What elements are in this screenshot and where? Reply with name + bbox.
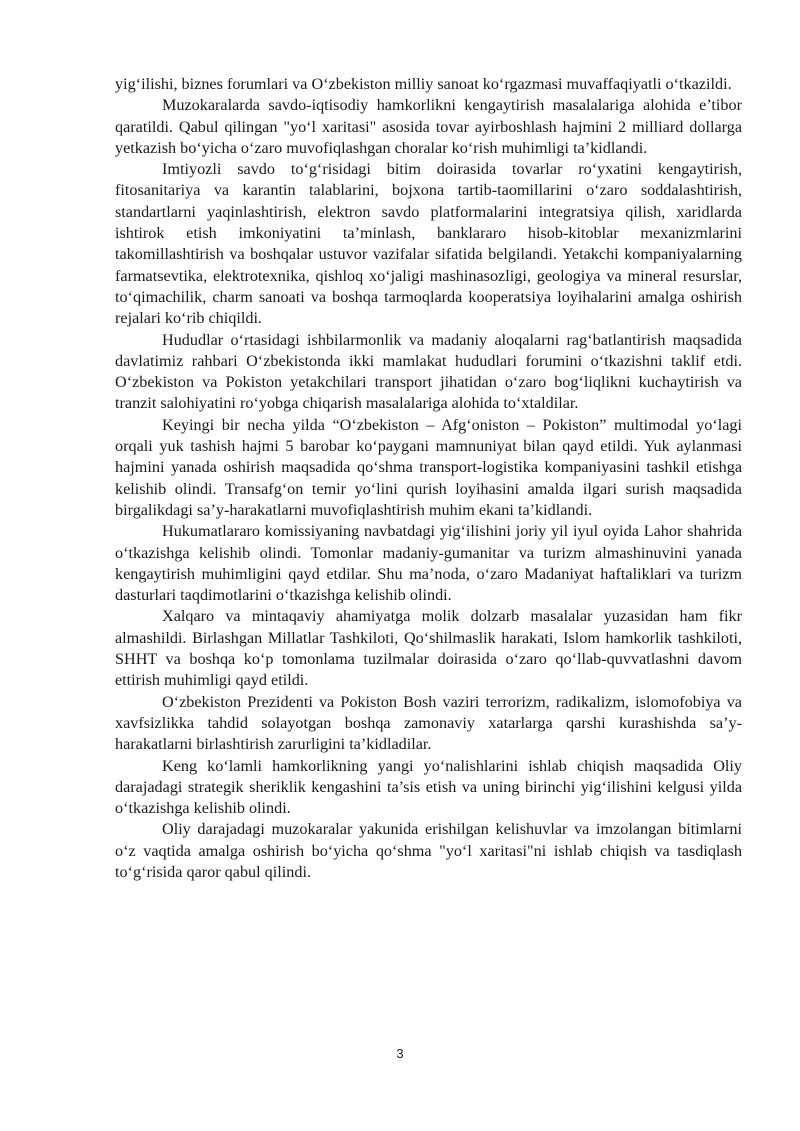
paragraph-international-issues: Xalqaro va mintaqaviy ahamiyatga molik dolzarb masalalar yuzasidan ham fikr almashildi. Birlashgan Millatlar Tashkiloti, Qo‘shilmaslik harakati, Islom hamkorlik tashkiloti, SHHT va boshqa ko‘p tomonlama tuzilmalar doirasida o‘zaro qo‘llab-quvvatlashni davom ettirish muhimligi qayd etildi. xyxy=(115,607,742,690)
paragraph-regional-ties: Hududlar o‘rtasidagi ishbilarmonlik va madaniy aloqalarni rag‘batlantirish maqsadida davlatimiz rahbari O‘zbekistonda ikki mamlakat hududlari forumini o‘tkazishni taklif etdi. O‘zbekiston va Pokiston yetakchilari transport jihatidan o‘zaro bog‘liqlikni kuchaytirish va tranzit salohiyatini ro‘yobga chiqarish masalalariga alohida to‘xtaldilar. xyxy=(115,330,742,413)
paragraph-road-map-decision: Oliy darajadagi muzokaralar yakunida erishilgan kelishuvlar va imzolangan bitimlarni o‘z vaqtida amalga oshirish bo‘yicha qo‘shma "yo‘l xaritasi"ni ishlab chiqish va tasdiqlash to‘g‘risida qaror qabul qilindi. xyxy=(115,820,742,881)
paragraph-security: O‘zbekiston Prezidenti va Pokiston Bosh vaziri terrorizm, radikalizm, islomofobiya va xavfsizlikka tahdid solayotgan boshqa zamonaviy xatarlarga qarshi kurashishda sa’y-harakatlarni birlashtirish zarurligini ta’kidladilar. xyxy=(115,692,742,754)
paragraph-trade-cooperation: Muzokaralarda savdo-iqtisodiy hamkorlikni kengaytirish masalalariga alohida e’tibor qaratildi. Qabul qilingan "yo‘l xaritasi" asosida tovar ayirboshlash hajmini 2 milliard dollarga yetkazish bo‘yicha o‘zaro muvofiqlashgan choralar ko‘rish muhimligi ta’kidlandi. xyxy=(115,96,742,157)
paragraph-continuation: yig‘ilishi, biznes forumlari va O‘zbekiston milliy sanoat ko‘rgazmasi muvaffaqiyatli o‘tkazildi. xyxy=(115,75,732,93)
paragraph-preferential-trade: Imtiyozli savdo to‘g‘risidagi bitim doirasida tovarlar ro‘yxatini kengaytirish, fitosanitariya va karantin talablarini, bojxona tartib-taomillarini o‘zaro soddalashtirish, standartlarni yaqinlashtirish, elektron savdo platformalarini integratsiya qilish, xaridlarda ishtirok etish imkoniyatini ta’minlash, banklararo hisob-kitoblar mexanizmlarini takomillashtirish va boshqalar ustuvor vazifalar sifatida belgilandi. Yetakchi kompaniyalarning farmatsevtika, elektrotexnika, qishloq xo‘jaligi mashinasozligi, geologiya va mineral resurslar, to‘qimachilik, charm sanoati va boshqa tarmoqlarda kooperatsiya loyihalarini amalga oshirish rejalari ko‘rib chiqildi. xyxy=(115,160,742,328)
document-body xyxy=(115,74,742,883)
paragraph-multimodal-corridor: Keyingi bir necha yilda “O‘zbekiston – Afg‘oniston – Pokiston” multimodal yo‘lagi orqali yuk tashish hajmi 5 barobar ko‘paygani mamnuniyat bilan qayd etildi. Yuk aylanmasi hajmini yanada oshirish maqsadida qo‘shma transport-logistika kompaniyasini tashkil etishga kelishib olindi. Transafg‘on temir yo‘lini qurish loyihasini amalda ilgari surish maqsadida birgalikdagi sa’y-harakatlarni muvofiqlashtirish muhim ekani ta’kidlandi. xyxy=(115,415,742,519)
paragraph-intergovernmental-commission: Hukumatlararo komissiyaning navbatdagi yig‘ilishini joriy yil iyul oyida Lahor shahrida o‘tkazishga kelishib olindi. Tomonlar madaniy-gumanitar va turizm almashinuvini yanada kengaytirish muhimligini qayd etdilar. Shu ma’noda, o‘zaro Madaniyat haftaliklari va turizm dasturlari taqdimotlarini o‘tkazishga kelishib olindi. xyxy=(115,522,742,605)
paragraph-strategic-council: Keng ko‘lamli hamkorlikning yangi yo‘nalishlarini ishlab chiqish maqsadida Oliy darajadagi strategik sheriklik kengashini ta’sis etish va uning birinchi yig‘ilishini kelgusi yilda o‘tkazishga kelishib olindi. xyxy=(115,756,742,818)
page-number: 3 xyxy=(396,1046,404,1061)
